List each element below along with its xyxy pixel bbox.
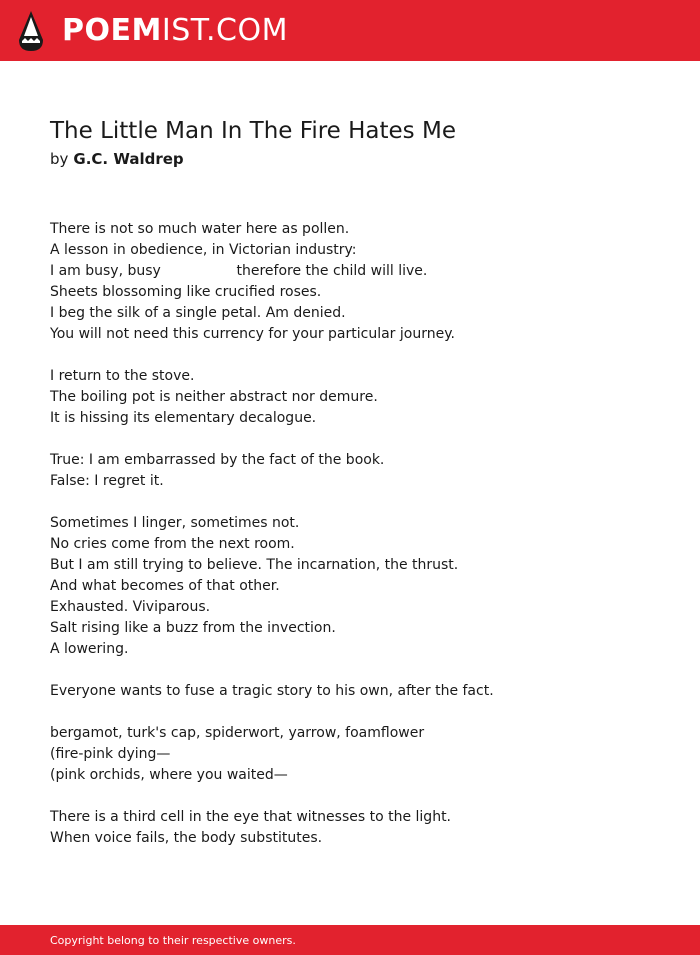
poem-line: A lesson in obedience, in Victorian industry: (50, 242, 357, 258)
poem-line: I am busy, busy therefore the child will live. (50, 263, 428, 279)
site-header (0, 0, 700, 61)
poem-line: Salt rising like a buzz from the invection. (50, 620, 336, 636)
byline (50, 148, 184, 170)
poem-line: Exhausted. Viviparous. (50, 599, 211, 615)
copyright-text: Copyright belong to their respective owners. (50, 934, 296, 947)
poem-line: When voice fails, the body substitutes. (50, 830, 323, 846)
stanza-break (50, 786, 670, 807)
poem-line: There is not so much water here as pollen. (50, 221, 350, 237)
poem-line: False: I regret it. (50, 473, 164, 489)
stanza-break (50, 429, 670, 450)
site-logo[interactable] (62, 11, 288, 51)
poem-line: I beg the silk of a single petal. Am denied. (50, 305, 346, 321)
poem-line: The boiling pot is neither abstract nor demure. (50, 389, 378, 405)
poem-line: I return to the stove. (50, 368, 195, 384)
poem-line: True: I am embarrassed by the fact of the book. (50, 452, 385, 468)
author-name: G.C. Waldrep (73, 150, 184, 168)
poem-title: The Little Man In The Fire Hates Me (50, 118, 456, 144)
poem-line: It is hissing its elementary decalogue. (50, 410, 317, 426)
stanza-break (50, 345, 670, 366)
poem-line: And what becomes of that other. (50, 578, 280, 594)
poem-line: (pink orchids, where you waited— (50, 767, 288, 783)
poem-line: Everyone wants to fuse a tragic story to his own, after the fact. (50, 683, 494, 699)
poem-line: No cries come from the next room. (50, 536, 295, 552)
poem-line: (fire-pink dying— (50, 746, 171, 762)
poem-line: But I am still trying to believe. The incarnation, the thrust. (50, 557, 459, 573)
pencil-tip-icon (18, 10, 44, 52)
poem-line: Sheets blossoming like crucified roses. (50, 284, 322, 300)
poem-body (50, 219, 670, 849)
stanza-break (50, 492, 670, 513)
poem-line: Sometimes I linger, sometimes not. (50, 515, 300, 531)
stanza-break (50, 660, 670, 681)
poem-line: You will not need this currency for your particular journey. (50, 326, 455, 342)
logo-text-light: IST.COM (161, 13, 288, 48)
stanza-break (50, 702, 670, 723)
poem-line: There is a third cell in the eye that witnesses to the light. (50, 809, 452, 825)
poem-line: A lowering. (50, 641, 129, 657)
site-footer (0, 925, 700, 955)
by-label: by (50, 150, 69, 168)
poem-line: bergamot, turk's cap, spiderwort, yarrow, foamflower (50, 725, 425, 741)
logo-text-bold: POEM (62, 13, 162, 48)
